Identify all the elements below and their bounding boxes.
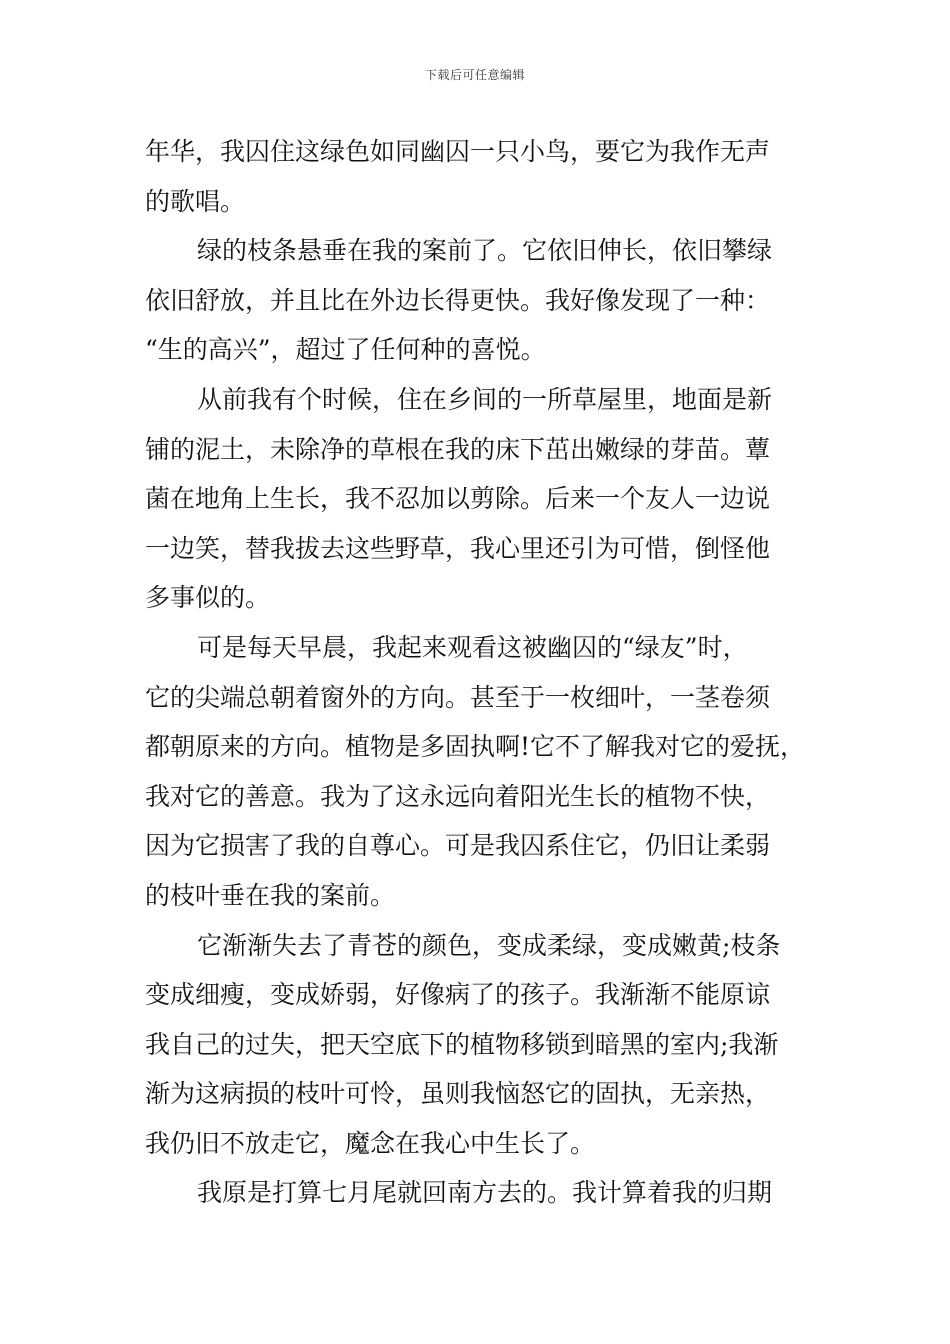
text-line: 铺的泥土，未除净的草根在我的床下茁出嫩绿的芽苗。蕈 <box>145 434 771 464</box>
page-header: 下载后可任意编辑 <box>424 68 525 82</box>
body-text <box>145 127 825 1218</box>
text-line: 我自己的过失，把天空底下的植物移锁到暗黑的室内;我渐 <box>145 1029 779 1059</box>
text-line: 我仍旧不放走它，魔念在我心中生长了。 <box>145 1128 596 1158</box>
text-line: 我原是打算七月尾就回南方去的。我计算着我的归期 <box>197 1178 773 1208</box>
text-line: 依旧舒放，并且比在外边长得更快。我好像发现了一种： <box>145 285 771 315</box>
text-line: 的枝叶垂在我的案前。 <box>145 880 396 910</box>
text-line: 多事似的。 <box>145 583 271 613</box>
text-line: 年华，我囚住这绿色如同幽囚一只小鸟，要它为我作无声 <box>145 137 771 166</box>
text-line: 菌在地角上生长，我不忍加以剪除。后来一个友人一边说 <box>145 484 771 514</box>
text-line: 一边笑，替我拔去这些野草，我心里还引为可惜，倒怪他 <box>145 533 771 563</box>
text-line: 绿的枝条悬垂在我的案前了。它依旧伸长，依旧攀绿 <box>197 236 773 266</box>
text-line: 可是每天早晨，我起来观看这被幽囚的“绿友”时， <box>197 632 748 662</box>
text-line: “生的高兴”，超过了任何种的喜悦。 <box>145 335 546 365</box>
text-line: 从前我有个时候，住在乡间的一所草屋里，地面是新 <box>197 384 773 414</box>
text-line: 渐为这病损的枝叶可怜，虽则我恼怒它的固执，无亲热， <box>145 1079 771 1109</box>
text-line: 变成细瘦，变成娇弱，好像病了的孩子。我渐渐不能原谅 <box>145 980 771 1010</box>
text-line: 的歌唱。 <box>145 186 246 216</box>
text-line: 它的尖端总朝着窗外的方向。甚至于一枚细叶，一茎卷须 <box>145 682 771 712</box>
text-line: 我对它的善意。我为了这永远向着阳光生长的植物不快， <box>145 781 771 811</box>
text-line: 因为它损害了我的自尊心。可是我囚系住它，仍旧让柔弱 <box>145 831 771 861</box>
text-line: 都朝原来的方向。植物是多固执啊!它不了解我对它的爱抚， <box>145 732 806 762</box>
text-line: 它渐渐失去了青苍的颜色，变成柔绿，变成嫩黄;枝条 <box>197 930 781 960</box>
